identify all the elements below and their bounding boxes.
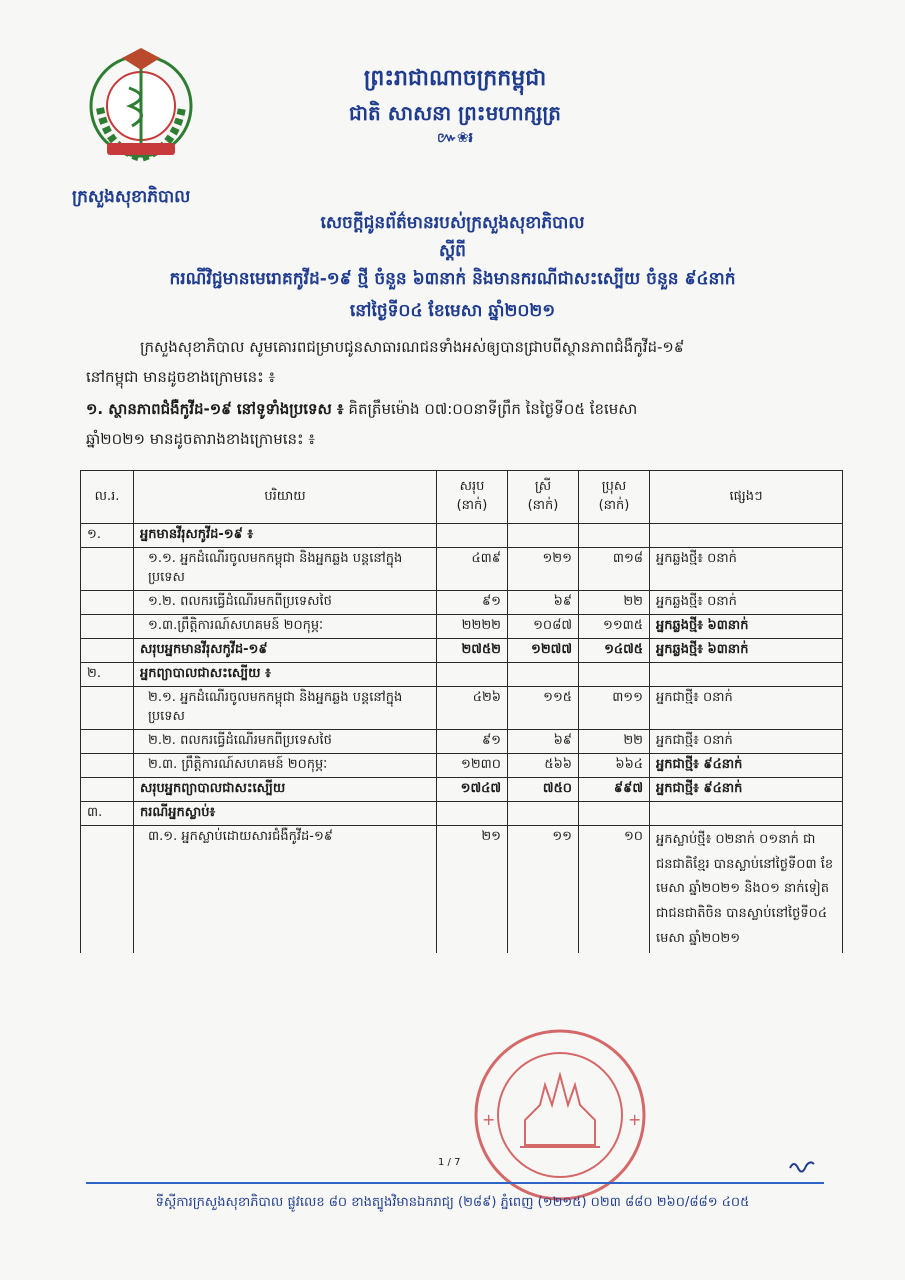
row-female: ៦៩: [508, 591, 579, 615]
sum-female: ៧៥០: [508, 778, 579, 802]
sum-label: សរុបអ្នកព្យាបាលជាសះស្បើយ: [134, 778, 437, 802]
row-male: ៦៦៤: [579, 754, 650, 778]
row-total: ២១: [437, 826, 508, 954]
covid-status-table: [80, 470, 843, 953]
row-total: ១២៣០: [437, 754, 508, 778]
row-note: អ្នកឆ្លងថ្មី៖ ០នាក់: [650, 591, 843, 615]
group-title: អ្នកព្យាបាលជាសះស្បើយ ៖: [134, 663, 437, 687]
group-title-row: [81, 802, 843, 826]
row-male: ៣១៨: [579, 548, 650, 591]
row-description: ១.៣.ព្រឹត្តិការណ៍សហគមន៍ ២០កុម្ភៈ: [134, 615, 437, 639]
row-description: ២.១. អ្នកដំណើរចូលមកកម្ពុជា និងអ្នកឆ្លង បន្តនៅក្នុងប្រទេស: [134, 687, 437, 730]
sum-total: ២៧៥២: [437, 639, 508, 663]
motto-line: ជាតិ សាសនា ព្រះមហាក្សត្រ: [349, 101, 561, 125]
row-total: ៩១: [437, 730, 508, 754]
group-sum-row: [81, 639, 843, 663]
doc-date: នៅថ្ងៃទី០៤ ខែមេសា ឆ្នាំ២០២១: [349, 301, 556, 321]
sum-male: ១៤៧៥: [579, 639, 650, 663]
kingdom-line: ព្រះរាជាណាចក្រកម្ពុជា: [363, 66, 547, 91]
row-total: ២២២២: [437, 615, 508, 639]
row-note: អ្នកជាថ្មី៖ ៩៤នាក់: [650, 754, 843, 778]
group-title: អ្នកមានវីរុសកូវីដ-១៩ ៖: [134, 524, 437, 548]
col-header-no: ល.រ.: [81, 471, 134, 524]
sum-total: ១៧៤៧: [437, 778, 508, 802]
doc-title: សេចក្តីជូនព័ត៌មានរបស់ក្រសួងសុខាភិបាល: [320, 213, 585, 233]
row-description: ៣.១. អ្នកស្លាប់ដោយសារជំងឺកូវីដ-១៩: [134, 826, 437, 954]
row-note: អ្នកជាថ្មី៖ ០នាក់: [650, 687, 843, 730]
table-header-row: [81, 471, 843, 524]
doc-subject-label: ស្តីពី: [439, 241, 466, 261]
sum-female: ១២៧៧: [508, 639, 579, 663]
row-male: ៣១១: [579, 687, 650, 730]
sum-label: សរុបអ្នកមានវីរុសកូវីដ-១៩: [134, 639, 437, 663]
section1-line-1: [86, 400, 637, 422]
footer-divider: [86, 1182, 824, 1184]
group-sum-row: [81, 778, 843, 802]
section1-heading: ១. ស្ថានភាពជំងឺកូវីដ-១៩ នៅទូទាំងប្រទេស ៖: [86, 400, 344, 418]
col-header-description: បរិយាយ: [134, 471, 437, 524]
row-female: ៥៦៦: [508, 754, 579, 778]
sum-note: អ្នកជាថ្មី៖ ៩៤នាក់: [650, 778, 843, 802]
sum-note: អ្នកឆ្លងថ្មី៖ ៦៣នាក់: [650, 639, 843, 663]
row-total: ៩១: [437, 591, 508, 615]
row-male: ២២: [579, 730, 650, 754]
row-description: ១.១. អ្នកដំណើរចូលមកកម្ពុជា និងអ្នកឆ្លង បន្តនៅក្នុងប្រទេស: [134, 548, 437, 591]
group-title-row: [81, 524, 843, 548]
table-row: [81, 548, 843, 591]
ministry-name: ក្រសួងសុខាភិបាល: [72, 187, 191, 207]
group-number: ៣.: [81, 802, 134, 826]
table-row: [81, 730, 843, 754]
table-row: [81, 615, 843, 639]
section1-line-1-rest: គិតត្រឹមម៉ោង ០៧:០០នាទីព្រឹក នៃថ្ងៃទី០៥ ខែមេសា: [343, 400, 638, 418]
row-description: ១.២. ពលករធ្វើដំណើរមកពីប្រទេសថៃ: [134, 591, 437, 615]
table-row: [81, 754, 843, 778]
ministry-logo: [82, 48, 200, 176]
svg-text:+: +: [482, 1110, 496, 1129]
row-male: ១០: [579, 826, 650, 954]
sum-male: ៩៩៧: [579, 778, 650, 802]
footer-address: ទីស្តីការក្រសួងសុខាភិបាល ផ្លូវលេខ ៨០ ខាងត្បូងវិមានឯករាជ្យ (២៨៩) ភ្នំពេញ (១២១៥) ០២៣ ៨៨០ ២៦០/៨៨១ ៤០៥: [155, 1195, 750, 1210]
col-header-other: ផ្សេងៗ: [650, 471, 843, 524]
intro-line-1: ក្រសួងសុខាភិបាល សូមគោរពជម្រាបជូនសាធារណជនទាំងអស់ឲ្យបានជ្រាបពីស្ថានភាពជំងឺកូវីដ-១៩: [140, 338, 685, 356]
row-note: អ្នកឆ្លងថ្មី៖ ៦៣នាក់: [650, 615, 843, 639]
svg-text:+: +: [628, 1110, 642, 1129]
row-female: ១០៨៧: [508, 615, 579, 639]
row-total: ៤២៦: [437, 687, 508, 730]
group-number: ១.: [81, 524, 134, 548]
doc-subject: ករណីវិជ្ជមានមេរោគកូវីដ-១៩ ថ្មី ចំនួន ៦៣នាក់ និងមានករណីជាសះស្បើយ ចំនួន ៩៤នាក់: [169, 269, 736, 289]
table-row: [81, 687, 843, 730]
row-female: ១២១: [508, 548, 579, 591]
row-note: អ្នកស្លាប់ថ្មី៖ ០២នាក់ ០១នាក់ ជាជនជាតិខ្មែរ បានស្លាប់នៅថ្ងៃទី០៣ ខែមេសា ឆ្នាំ២០២១ និង០១ នាក់ទៀតជាជនជាតិចិន បានស្លាប់នៅថ្ងៃទី០៤ មេសា ឆ្នាំ២០២១: [650, 826, 843, 954]
row-female: ១១: [508, 826, 579, 954]
group-number: ២.: [81, 663, 134, 687]
row-male: ២២: [579, 591, 650, 615]
section1-line-2: ឆ្នាំ២០២១ មានដូចតារាងខាងក្រោមនេះ ៖: [86, 430, 315, 448]
row-total: ៤៣៩: [437, 548, 508, 591]
intro-line-2: នៅកម្ពុជា មានដូចខាងក្រោមនេះ ៖: [86, 368, 276, 386]
row-description: ២.២. ពលករធ្វើដំណើរមកពីប្រទេសថៃ: [134, 730, 437, 754]
group-title-row: [81, 663, 843, 687]
group-title: ករណីអ្នកស្លាប់៖: [134, 802, 437, 826]
col-header-male: ប្រុស (នាក់): [579, 471, 650, 524]
row-note: អ្នកជាថ្មី៖ ០នាក់: [650, 730, 843, 754]
table-row: [81, 826, 843, 954]
row-female: ១១៥: [508, 687, 579, 730]
col-header-female: ស្រី (នាក់): [508, 471, 579, 524]
official-seal: [470, 1025, 650, 1205]
table-row: [81, 591, 843, 615]
ornament-line: ៚❀៛: [437, 130, 473, 146]
col-header-total: សរុប (នាក់): [437, 471, 508, 524]
row-female: ៦៩: [508, 730, 579, 754]
row-male: ១១៣៥: [579, 615, 650, 639]
page-number: 1 / 7: [438, 1157, 461, 1168]
row-description: ២.៣. ព្រឹត្តិការណ៍សហគមន៍ ២០កុម្ភៈ: [134, 754, 437, 778]
row-note: អ្នកឆ្លងថ្មី៖ ០នាក់: [650, 548, 843, 591]
signature-mark: [788, 1158, 816, 1180]
